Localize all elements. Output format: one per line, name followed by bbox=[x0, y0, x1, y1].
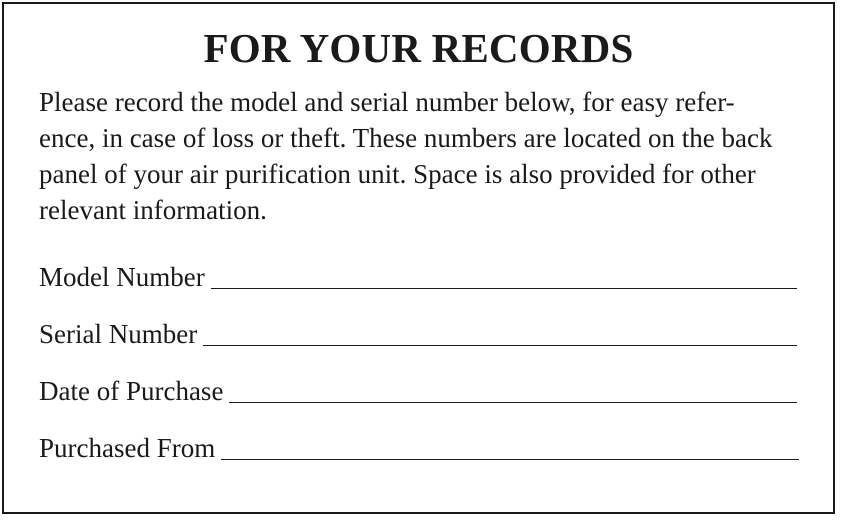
model-number-blank[interactable] bbox=[211, 288, 797, 289]
purchased-from-label: Purchased From bbox=[39, 433, 216, 463]
instructions-paragraph bbox=[39, 84, 809, 228]
serial-number-field bbox=[39, 315, 797, 349]
purchased-from-field bbox=[39, 429, 799, 463]
model-number-label: Model Number bbox=[39, 262, 205, 292]
records-card bbox=[2, 2, 835, 514]
serial-number-label: Serial Number bbox=[39, 319, 198, 349]
instructions-line: Please record the model and serial number below, for easy refer- bbox=[39, 87, 735, 117]
model-number-field bbox=[39, 258, 797, 292]
date-of-purchase-label: Date of Purchase bbox=[39, 376, 224, 406]
serial-number-blank[interactable] bbox=[203, 345, 797, 346]
instructions-line: ence, in case of loss or theft. These numbers are located on the back bbox=[39, 123, 773, 153]
purchased-from-blank[interactable] bbox=[221, 459, 799, 460]
instructions-line: relevant information. bbox=[39, 195, 267, 225]
page-title: FOR YOUR RECORDS bbox=[203, 25, 634, 71]
date-of-purchase-field bbox=[39, 372, 797, 406]
date-of-purchase-blank[interactable] bbox=[229, 402, 797, 403]
instructions-line: panel of your air purification unit. Space is also provided for other bbox=[39, 159, 756, 189]
